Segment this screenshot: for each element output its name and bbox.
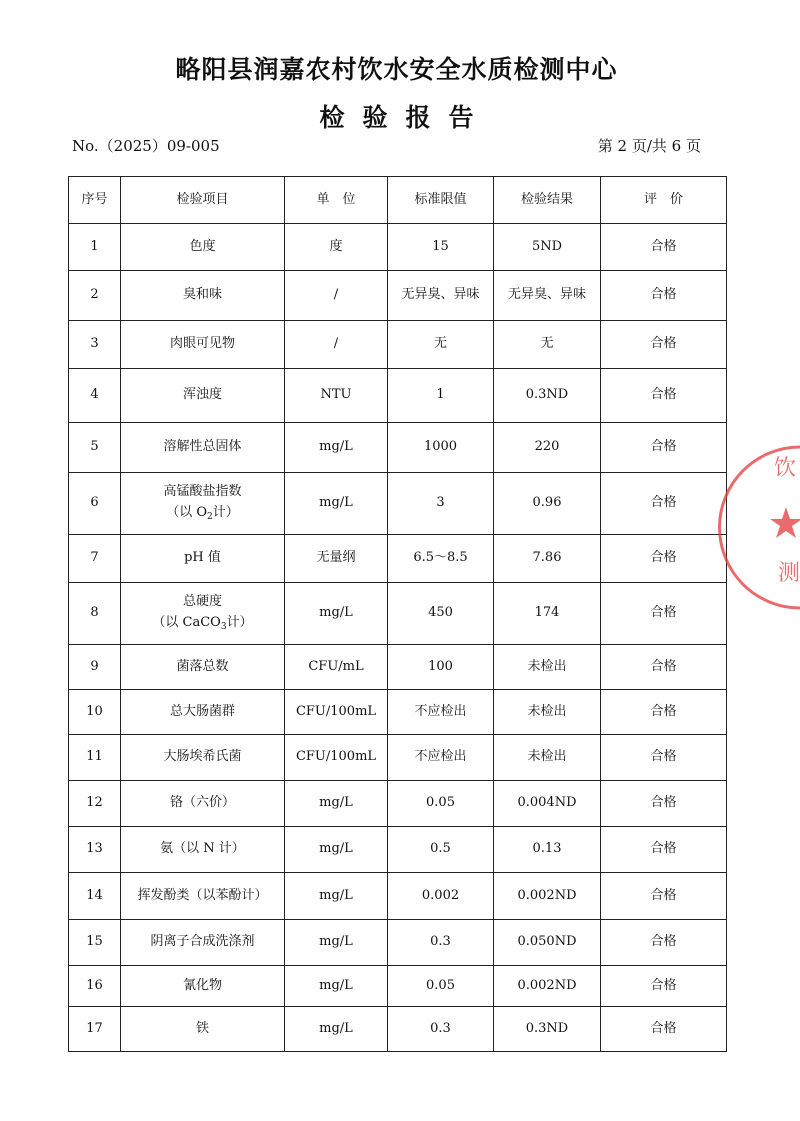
cell-no: 4 [69, 369, 121, 423]
item-name: 铁 [195, 1020, 209, 1036]
cell-result: 无异臭、异味 [494, 271, 601, 321]
cell-limit: 0.05 [388, 781, 494, 827]
cell-unit: NTU [285, 369, 388, 423]
cell-result: 0.96 [494, 473, 601, 535]
cell-unit: mg/L [285, 583, 388, 645]
table-row [69, 966, 727, 1007]
cell-limit: 0.05 [388, 966, 494, 1007]
cell-result: 7.86 [494, 535, 601, 583]
cell-result: 0.002ND [494, 873, 601, 920]
cell-unit: CFU/100mL [285, 690, 388, 735]
cell-item [121, 781, 285, 827]
cell-limit: 450 [388, 583, 494, 645]
cell-item [121, 690, 285, 735]
item-note-suffix: 计） [212, 504, 239, 520]
cell-no: 14 [69, 873, 121, 920]
cell-result: 174 [494, 583, 601, 645]
cell-no: 9 [69, 645, 121, 690]
item-note-subscript: 2 [207, 511, 213, 522]
table-row [69, 369, 727, 423]
cell-unit: CFU/100mL [285, 735, 388, 781]
cell-item [121, 321, 285, 369]
red-seal-stamp [760, 445, 800, 610]
cell-eval: 合格 [601, 735, 727, 781]
cell-result: 5ND [494, 224, 601, 271]
cell-unit: / [285, 321, 388, 369]
cell-no: 16 [69, 966, 121, 1007]
item-name: 氨（以 N 计） [160, 841, 245, 857]
header-limit: 标准限值 [388, 177, 494, 224]
item-note-suffix: 计） [226, 614, 253, 630]
table-row [69, 535, 727, 583]
cell-limit: 6.5～8.5 [388, 535, 494, 583]
cell-eval: 合格 [601, 583, 727, 645]
item-name: 高锰酸盐指数 [163, 484, 242, 500]
cell-unit: / [285, 271, 388, 321]
header-no: 序号 [69, 177, 121, 224]
cell-item [121, 224, 285, 271]
cell-limit: 不应检出 [388, 690, 494, 735]
cell-result: 未检出 [494, 690, 601, 735]
cell-limit: 0.002 [388, 873, 494, 920]
cell-unit: mg/L [285, 473, 388, 535]
item-note-prefix: （以 CaCO [152, 614, 221, 630]
cell-limit: 不应检出 [388, 735, 494, 781]
cell-unit: mg/L [285, 827, 388, 873]
page-number: 第 2 页/共 6 页 [597, 137, 701, 155]
cell-result: 0.3ND [494, 369, 601, 423]
item-note-prefix: （以 O [166, 504, 208, 520]
seal-text-1: 饮 [774, 456, 797, 481]
cell-eval: 合格 [601, 1007, 727, 1052]
cell-eval: 合格 [601, 781, 727, 827]
cell-limit: 3 [388, 473, 494, 535]
cell-no: 5 [69, 423, 121, 473]
cell-unit: mg/L [285, 873, 388, 920]
table-row [69, 583, 727, 645]
cell-item [121, 583, 285, 645]
table-header-row [69, 177, 727, 224]
cell-item [121, 920, 285, 966]
table-row [69, 690, 727, 735]
cell-unit: mg/L [285, 966, 388, 1007]
cell-eval: 合格 [601, 873, 727, 920]
cell-limit: 无 [388, 321, 494, 369]
cell-item [121, 827, 285, 873]
cell-limit: 0.3 [388, 1007, 494, 1052]
cell-limit: 100 [388, 645, 494, 690]
cell-result: 未检出 [494, 735, 601, 781]
header-unit: 单 位 [285, 177, 388, 224]
cell-result: 0.002ND [494, 966, 601, 1007]
cell-limit: 15 [388, 224, 494, 271]
cell-eval: 合格 [601, 271, 727, 321]
cell-no: 2 [69, 271, 121, 321]
cell-item [121, 645, 285, 690]
cell-eval: 合格 [601, 224, 727, 271]
table-row [69, 473, 727, 535]
item-name: 阴离子合成洗涤剂 [150, 934, 255, 950]
item-name: 总硬度 [182, 594, 222, 610]
cell-result: 0.3ND [494, 1007, 601, 1052]
item-name: 氰化物 [182, 977, 222, 993]
item-name: 溶解性总固体 [163, 439, 242, 455]
cell-limit: 0.3 [388, 920, 494, 966]
item-name: 菌落总数 [176, 658, 229, 674]
header-eval: 评 价 [601, 177, 727, 224]
report-number: No.（2025）09-005 [72, 137, 220, 155]
table-row [69, 271, 727, 321]
cell-no: 10 [69, 690, 121, 735]
cell-item [121, 423, 285, 473]
cell-unit: mg/L [285, 920, 388, 966]
cell-no: 17 [69, 1007, 121, 1052]
table-row [69, 735, 727, 781]
cell-item [121, 735, 285, 781]
cell-item [121, 535, 285, 583]
cell-limit: 1 [388, 369, 494, 423]
cell-result: 220 [494, 423, 601, 473]
table-row [69, 920, 727, 966]
cell-no: 15 [69, 920, 121, 966]
cell-unit: mg/L [285, 1007, 388, 1052]
cell-eval: 合格 [601, 645, 727, 690]
table-row [69, 224, 727, 271]
cell-unit: mg/L [285, 781, 388, 827]
item-name: 浑浊度 [182, 387, 222, 403]
cell-limit: 无异臭、异味 [388, 271, 494, 321]
cell-item [121, 271, 285, 321]
cell-eval: 合格 [601, 690, 727, 735]
table-row [69, 873, 727, 920]
cell-eval: 合格 [601, 535, 727, 583]
cell-eval: 合格 [601, 827, 727, 873]
item-name: 挥发酚类（以苯酚计） [137, 887, 268, 903]
results-table [68, 176, 727, 1052]
report-subtitle: 检验报告 [319, 103, 492, 132]
table-row [69, 1007, 727, 1052]
cell-eval: 合格 [601, 423, 727, 473]
cell-limit: 1000 [388, 423, 494, 473]
cell-item [121, 1007, 285, 1052]
cell-unit: mg/L [285, 423, 388, 473]
cell-result: 无 [494, 321, 601, 369]
cell-item [121, 369, 285, 423]
cell-item [121, 873, 285, 920]
cell-eval: 合格 [601, 369, 727, 423]
item-name: 铬（六价） [169, 795, 235, 811]
item-name: 肉眼可见物 [169, 336, 235, 352]
cell-result: 0.004ND [494, 781, 601, 827]
cell-result: 0.13 [494, 827, 601, 873]
cell-eval: 合格 [601, 321, 727, 369]
table-row [69, 827, 727, 873]
cell-unit: 度 [285, 224, 388, 271]
cell-no: 8 [69, 583, 121, 645]
cell-item [121, 473, 285, 535]
item-name: 色度 [189, 238, 216, 254]
item-note [123, 503, 282, 525]
item-name: pH 值 [184, 550, 221, 566]
cell-no: 12 [69, 781, 121, 827]
header-result: 检验结果 [494, 177, 601, 224]
cell-eval: 合格 [601, 920, 727, 966]
cell-limit: 0.5 [388, 827, 494, 873]
cell-no: 6 [69, 473, 121, 535]
cell-no: 11 [69, 735, 121, 781]
cell-item [121, 966, 285, 1007]
table-row [69, 645, 727, 690]
header-item: 检验项目 [121, 177, 285, 224]
cell-no: 3 [69, 321, 121, 369]
report-title: 略阳县润嘉农村饮水安全水质检测中心 [175, 55, 618, 84]
cell-unit: CFU/mL [285, 645, 388, 690]
cell-result: 0.050ND [494, 920, 601, 966]
table-row [69, 321, 727, 369]
item-note-subscript: 3 [220, 621, 227, 632]
item-name: 总大肠菌群 [169, 703, 235, 719]
cell-no: 7 [69, 535, 121, 583]
cell-result: 未检出 [494, 645, 601, 690]
item-note [123, 613, 282, 635]
table-row [69, 423, 727, 473]
cell-eval: 合格 [601, 473, 727, 535]
cell-no: 13 [69, 827, 121, 873]
cell-unit: 无量纲 [285, 535, 388, 583]
cell-no: 1 [69, 224, 121, 271]
item-name: 臭和味 [182, 287, 222, 303]
table-row [69, 781, 727, 827]
item-name: 大肠埃希氏菌 [163, 749, 242, 765]
cell-eval: 合格 [601, 966, 727, 1007]
seal-text-2: 测 [778, 561, 800, 586]
